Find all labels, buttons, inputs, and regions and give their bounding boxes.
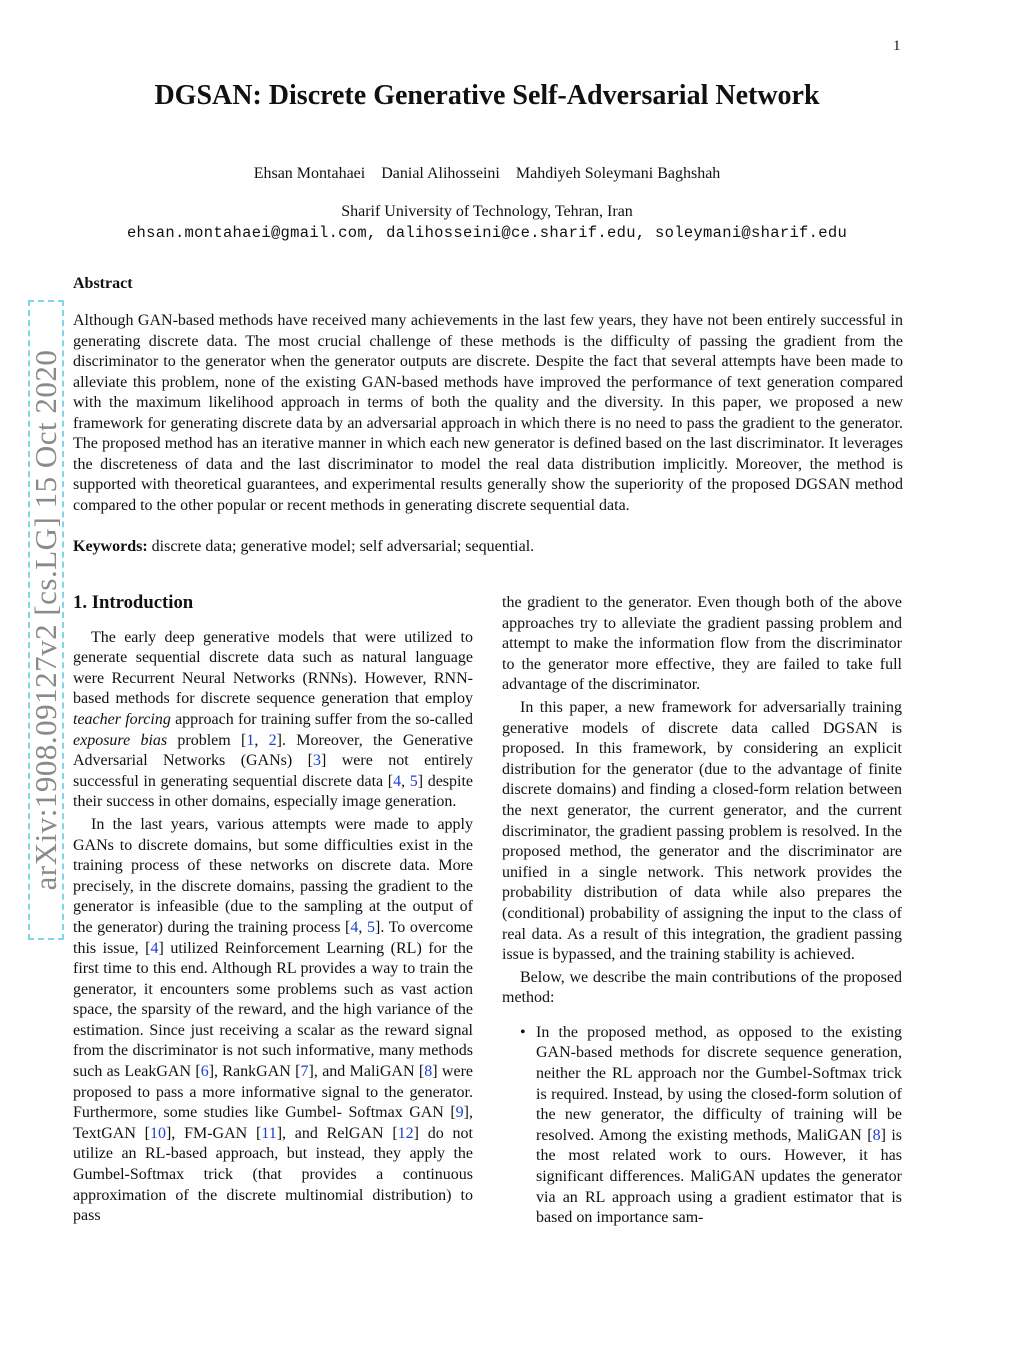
author-name: Danial Alihosseini bbox=[381, 165, 500, 182]
abstract-heading: Abstract bbox=[73, 275, 133, 292]
author-emails[interactable]: ehsan.montahaei@gmail.com, dalihosseini@ce.sharif.edu, soleymani@sharif.edu bbox=[126, 224, 848, 242]
citation-link[interactable]: 2 bbox=[268, 731, 277, 749]
citation-link[interactable]: 11 bbox=[261, 1124, 277, 1142]
citation-link[interactable]: 8 bbox=[872, 1126, 881, 1144]
citation-link[interactable]: 8 bbox=[424, 1063, 433, 1081]
citation-link[interactable]: 6 bbox=[200, 1063, 209, 1081]
citation-link[interactable]: 4 bbox=[350, 918, 359, 936]
citation-link[interactable]: 4 bbox=[150, 939, 159, 957]
citation-link[interactable]: 10 bbox=[149, 1124, 166, 1142]
abstract-text: Although GAN-based methods have received many achievements in the last few years, they have not been entirely successful in generating discrete data. The most crucial challenge of these methods is the difficulty of passing the gradient from the discriminator to the generator when the generator outputs are discrete. Despite the fact that several attempts have been made to alleviate this problem, none of the existing GAN-based methods have improved the performance of text generation compared with the maximum likelihood approach in terms of both the quality and the diversity. In this paper, we proposed a new framework for generating discrete data by an adversarial approach in which there is no need to pass the gradient to the generator. The proposed method has an iterative manner in which each new generator is defined based on the last discriminator. It leverages the discreteness of data and the last discriminator to model the real data distribution implicitly. Moreover, the method is supported with theoretical guarantees, and experimental results generally show the superiority of the proposed DGSAN method compared to the other popular or recent methods in generating discrete sequential data. bbox=[73, 312, 903, 514]
author-name: Mahdiyeh Soleymani Baghshah bbox=[515, 165, 721, 182]
intro-paragraph-4: Below, we describe the main contributions of the proposed method: bbox=[502, 968, 902, 1007]
author-name: Ehsan Montahaei bbox=[253, 165, 366, 182]
term-teacher-forcing: teacher forcing bbox=[73, 710, 171, 728]
citation-link[interactable]: 9 bbox=[455, 1104, 464, 1122]
affiliation: Sharif University of Technology, Tehran, Iran bbox=[341, 203, 633, 220]
citation-link[interactable]: 1 bbox=[246, 731, 255, 749]
keywords-list: discrete data; generative model; self adversarial; sequential. bbox=[151, 538, 535, 555]
citation-link[interactable]: 12 bbox=[397, 1124, 414, 1142]
page-number: 1 bbox=[893, 38, 901, 54]
term-exposure-bias: exposure bias bbox=[73, 731, 168, 749]
citation-link[interactable]: 4 bbox=[393, 772, 402, 790]
bullet-icon: • bbox=[520, 1023, 526, 1041]
intro-paragraph-continued: the gradient to the generator. Even though both of the above approaches try to alleviate the gradient passing problem and attempt to make the information flow from the discriminator to the generator more effective, they are failed to take full advantage of the discriminator. bbox=[502, 594, 902, 694]
keywords-label: Keywords: bbox=[73, 538, 148, 555]
left-column bbox=[73, 593, 473, 1229]
right-column bbox=[502, 593, 902, 1229]
citation-link[interactable]: 3 bbox=[313, 752, 321, 770]
intro-paragraph-1: The early deep generative models that were utilized to generate sequential discrete data such as natural language were Recurrent Neural Networks (RNNs). However, RNN-based methods for discrete sequence generation that employ teacher forcing approach for training suffer from the so-called exposure bias problem [1, 2]. Moreover, the Generative Adversarial Networks (GANs) [3] were not entirely successful in generating sequential discrete data [4, 5] despite their success in other domains, especially image generation. bbox=[73, 628, 474, 811]
contribution-list-item: • In the proposed method, as opposed to the existing GAN-based methods for discrete sequence generation, neither the RL approach nor the Gumbel-Softmax trick is required. Instead, by using the closed-form solution of the new generator, the difficulty of training will be resolved. Among the existing methods, MaliGAN [8] is the most related work to ours. However, it has significant differences. MaliGAN updates the generator via an RL approach using a gradient estimator that is based on importance sam- bbox=[520, 1023, 902, 1227]
section-heading-introduction: 1. Introduction bbox=[73, 592, 194, 613]
intro-paragraph-2: In the last years, various attempts were made to apply GANs to discrete domains, but some difficulties exist in the training process of these networks on discrete data. More precisely, in the discrete domains, passing the gradient to the generator is infeasible (due to the sampling at the output of the generator) during the training process [4, 5]. To overcome this issue, [4] utilized Reinforcement Learning (RL) for the first time to this end. Although RL provides a way to train the generator, it encounters some problems such as vast action space, the sparsity of the reward, and the high variance of the estimation. Since just receiving a scalar as the reward signal from the discriminator is not such informative, many methods such as LeakGAN [6], RankGAN [7], and MaliGAN [8] were proposed to pass a more informative signal to the generator. Furthermore, some studies like Gumbel- Softmax GAN [9], TextGAN [10], FM-GAN [11], and RelGAN [12] do not utilize an RL-based approach, but instead, they apply the Gumbel-Softmax trick (that provides a continuous approximation of the discrete multinomial distribution) to pass bbox=[73, 815, 474, 1225]
paper-title: DGSAN: Discrete Generative Self-Adversarial Network bbox=[154, 80, 820, 111]
citation-link[interactable]: 5 bbox=[409, 772, 418, 790]
keywords bbox=[73, 538, 903, 556]
citation-link[interactable]: 5 bbox=[367, 918, 375, 936]
author-list bbox=[0, 165, 974, 183]
intro-paragraph-3: In this paper, a new framework for adversarially training generative models of discrete data called DGSAN is proposed. In this framework, by considering an explicit distribution for the generator (due to the advantage of finite discrete domains) and finding a closed-form relation between the next generator, the current generator, and the current discriminator, the gradient passing problem is resolved. In the proposed method, the generator and the discriminator are unified in a single network. This network provides the probability distribution of data while also prepares the (conditional) probability of assigning the input to the class of real data. As a result of this integration, the gradient passing issue is bypassed, and the training stability is achieved. bbox=[502, 698, 902, 964]
arxiv-identifier-stamp[interactable]: arXiv:1908.09127v2 [cs.LG] 15 Oct 2020 bbox=[28, 300, 64, 940]
citation-link[interactable]: 7 bbox=[300, 1063, 309, 1081]
